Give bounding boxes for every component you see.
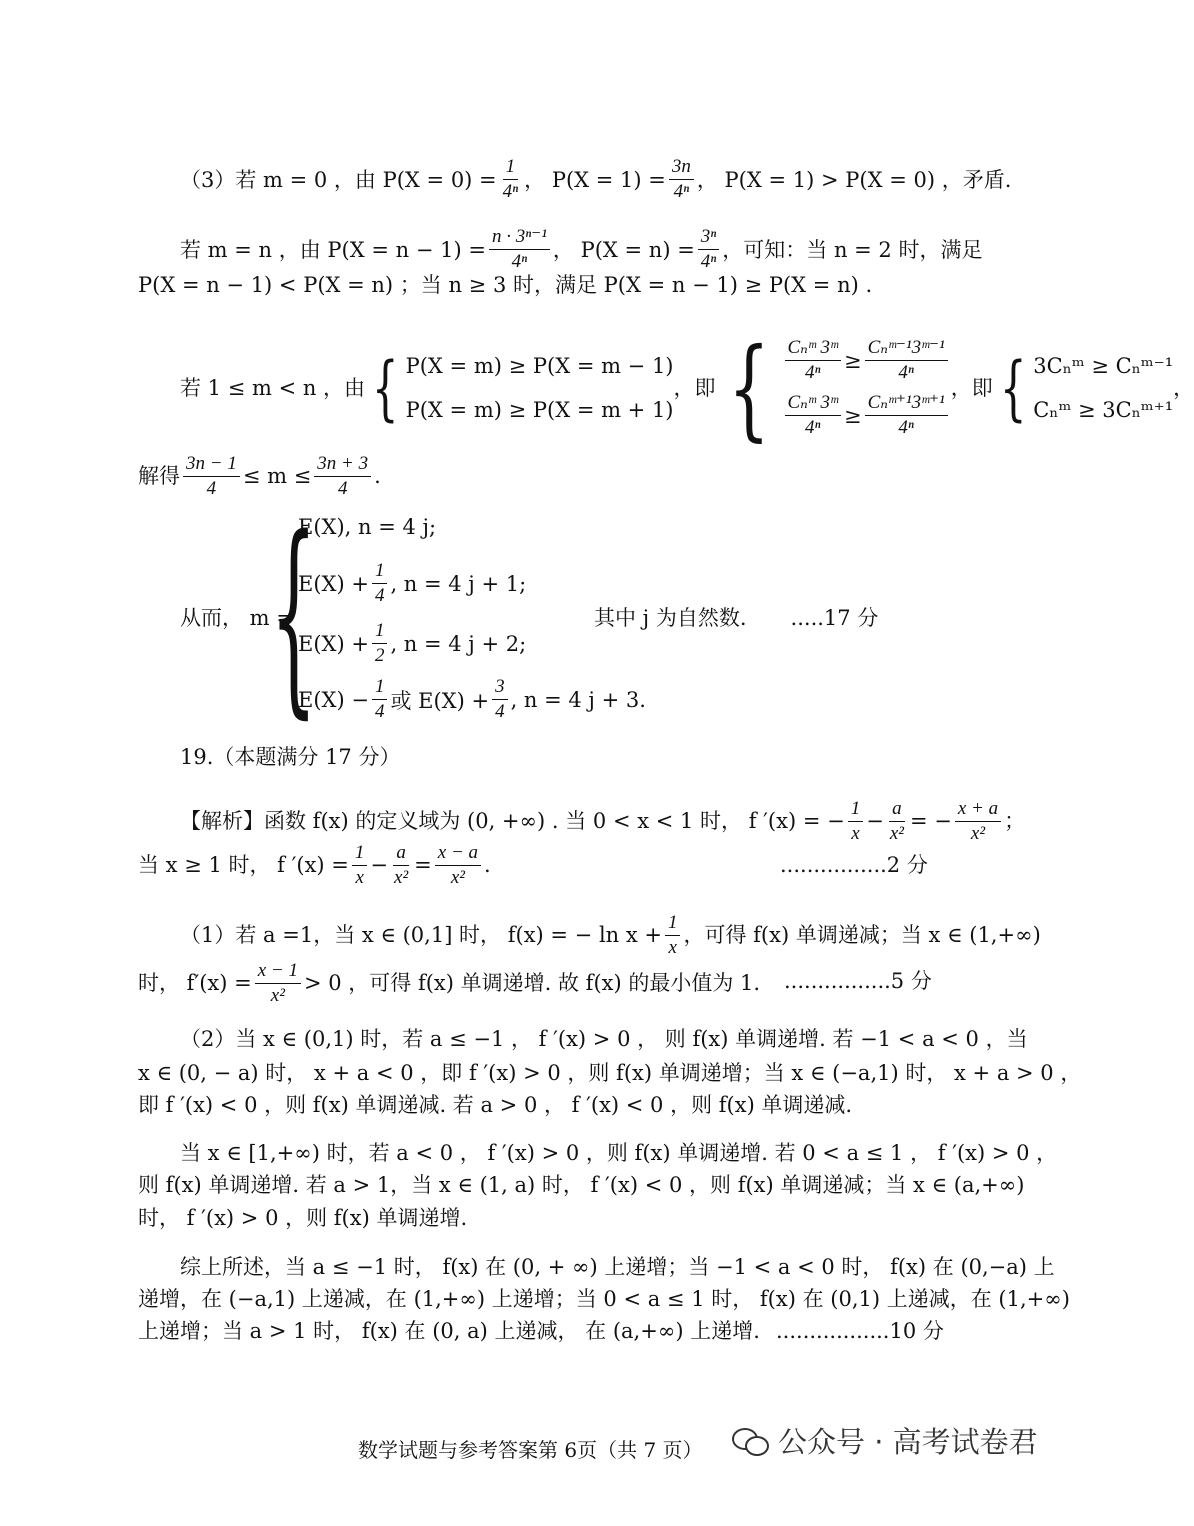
p3-line4 bbox=[180, 324, 1194, 452]
denominator: x² bbox=[970, 822, 986, 844]
text: . bbox=[374, 464, 381, 488]
text: P(X = n − 1) < P(X = n) ；当 n ≥ 3 时，满足 P(X = n − 1) ≥ P(X = n) . bbox=[138, 273, 873, 297]
piecewise-note bbox=[594, 603, 878, 633]
numerator: 3n bbox=[669, 156, 694, 180]
text: ， P(X = n) = bbox=[552, 237, 695, 262]
text: 或 E(X) + bbox=[390, 688, 490, 713]
text: 则 f(x) 单调递增. 若 a > 1，当 x ∈ (1, a) 时， f ′(x) < 0 ，则 f(x) 单调递减；当 x ∈ (a,+∞) bbox=[138, 1173, 1025, 1197]
text: − bbox=[370, 853, 389, 877]
watermark bbox=[732, 1420, 1038, 1461]
p3-line5 bbox=[138, 454, 381, 498]
q19-line-c2 bbox=[138, 1058, 1081, 1088]
text: 综上所述，当 a ≤ −1 时， f(x) 在 (0, + ∞) 上递增；当 −1 < a < 0 时， f(x) 在 (0,−a) 上 bbox=[180, 1255, 1055, 1279]
p3-line3 bbox=[138, 270, 872, 300]
denominator: 2 bbox=[374, 645, 385, 666]
denominator: 4 bbox=[337, 477, 348, 499]
q19-line-e1 bbox=[180, 1252, 1055, 1282]
left-brace: { bbox=[999, 347, 1027, 429]
text: , n = 4 j + 2; bbox=[390, 631, 527, 656]
text: 递增，在 (−a,1) 上递减，在 (1,+∞) 上递增；当 0 < a ≤ 1 时， f(x) 在 (0,1) 上递减，在 (1,+∞) bbox=[138, 1287, 1070, 1311]
denominator: 4ⁿ bbox=[898, 362, 914, 383]
numerator: 3n − 1 bbox=[183, 453, 240, 477]
text: 从而， m = bbox=[180, 606, 294, 630]
numerator: 1 bbox=[372, 620, 388, 644]
case-1 bbox=[298, 515, 436, 539]
text: ，可得 f(x) 单调递减；当 x ∈ (1,+∞) bbox=[683, 923, 1041, 947]
fraction bbox=[372, 620, 388, 667]
q19-title bbox=[180, 742, 400, 772]
q19-line-c3 bbox=[138, 1090, 852, 1120]
big-brace bbox=[270, 492, 318, 737]
q19-line-b1 bbox=[180, 910, 1041, 960]
numerator: 1 bbox=[372, 560, 388, 584]
numerator: 1 bbox=[665, 912, 681, 936]
condition: Cₙᵐ ≥ 3Cₙᵐ⁺¹ bbox=[1033, 398, 1174, 422]
text: > 0 ，可得 f(x) 单调递增. 故 f(x) 的最小值为 1. bbox=[303, 971, 761, 995]
condition: P(X = m) ≥ P(X = m − 1) bbox=[405, 354, 674, 378]
numerator: x + a bbox=[955, 798, 1001, 822]
numerator: 1 bbox=[372, 676, 388, 700]
numerator: 1 bbox=[848, 798, 864, 822]
q19-line-d3 bbox=[138, 1203, 467, 1233]
text: 时， f′(x) = bbox=[138, 971, 252, 995]
inequality-row bbox=[782, 392, 951, 439]
denominator: x² bbox=[889, 822, 904, 844]
denominator: 4ⁿ bbox=[898, 417, 914, 438]
q19-line-e2 bbox=[138, 1284, 1070, 1314]
text: ≥ bbox=[843, 348, 862, 373]
denominator: x² bbox=[270, 984, 285, 1006]
text: E(X) + bbox=[298, 571, 369, 596]
p3-line2 bbox=[180, 226, 982, 273]
left-brace: { bbox=[727, 324, 770, 452]
condition: 3Cₙᵐ ≥ Cₙᵐ⁻¹ bbox=[1033, 354, 1174, 378]
combination-stack bbox=[1033, 344, 1173, 432]
fraction bbox=[314, 453, 371, 500]
left-brace: { bbox=[270, 492, 318, 737]
q19-line-a2 bbox=[138, 840, 491, 890]
fraction bbox=[500, 156, 521, 203]
denominator: x bbox=[851, 822, 860, 844]
numerator: a bbox=[889, 798, 905, 822]
text: 19.（本题满分 17 分） bbox=[180, 745, 401, 769]
text: 其中 j 为自然数. bbox=[594, 606, 747, 630]
text: ， P(X = 1) = bbox=[524, 167, 666, 192]
score: .....17 分 bbox=[790, 606, 879, 630]
text: 若 m = n ，由 P(X = n − 1) = bbox=[180, 237, 486, 262]
text: （2）当 x ∈ (0,1) 时，若 a ≤ −1 ， f ′(x) > 0 ， 则 f(x) 单调递增. 若 −1 < a < 0 ，当 bbox=[180, 1027, 1028, 1051]
denominator: 4ⁿ bbox=[502, 181, 519, 202]
denominator: 4ⁿ bbox=[804, 417, 821, 438]
denominator: 4ⁿ bbox=[673, 181, 690, 202]
fraction bbox=[255, 960, 301, 1007]
fraction bbox=[183, 453, 240, 500]
fraction bbox=[865, 337, 948, 384]
numerator: Cₙᵐ 3ᵐ bbox=[785, 337, 841, 361]
fraction bbox=[489, 226, 550, 273]
denominator: 4 bbox=[374, 585, 385, 606]
case-2 bbox=[298, 560, 526, 607]
q19-line-b2 bbox=[138, 958, 760, 1008]
score-10 bbox=[776, 1316, 944, 1346]
q19-line-d2 bbox=[138, 1170, 1024, 1200]
numerator: 3ⁿ bbox=[698, 226, 719, 250]
denominator: 4ⁿ bbox=[511, 251, 528, 272]
text: 上递增；当 a > 1 时， f(x) 在 (0, a) 上递减， 在 (a,+∞) 上递增. bbox=[138, 1319, 760, 1343]
denominator: 4ⁿ bbox=[804, 362, 821, 383]
text: ，可知：当 n = 2 时，满足 bbox=[722, 237, 983, 262]
p3-line1 bbox=[180, 156, 1011, 203]
text: ， P(X = 1) > P(X = 0) ，矛盾. bbox=[696, 167, 1012, 192]
numerator: x − 1 bbox=[255, 960, 301, 984]
text: ≥ bbox=[843, 403, 862, 428]
case-3 bbox=[298, 620, 526, 667]
fraction bbox=[391, 842, 411, 889]
fraction bbox=[865, 392, 948, 439]
score: .................10 分 bbox=[776, 1319, 944, 1343]
denominator: 4 bbox=[495, 701, 505, 722]
score-5 bbox=[784, 966, 932, 996]
text: = − bbox=[909, 809, 952, 833]
denominator: x bbox=[355, 866, 364, 888]
left-brace: { bbox=[371, 347, 399, 429]
fraction bbox=[669, 156, 694, 203]
text: 时， f ′(x) > 0 ，则 f(x) 单调递增. bbox=[138, 1206, 468, 1230]
denominator: x² bbox=[450, 866, 465, 888]
fraction bbox=[665, 912, 681, 959]
q19-line-a1 bbox=[180, 796, 1025, 846]
numerator: Cₙᵐ 3ᵐ bbox=[785, 392, 841, 416]
text: （3）若 m = 0 ，由 P(X = 0) = bbox=[180, 167, 497, 192]
text: 【解析】函数 f(x) 的定义域为 (0, +∞) . 当 0 < x < 1 时， f ′(x) = − bbox=[180, 809, 845, 833]
inequality-stack bbox=[782, 337, 951, 439]
text: ，即 bbox=[950, 376, 993, 400]
text: （1）若 a =1，当 x ∈ (0,1] 时， f(x) = − ln x + bbox=[180, 923, 662, 947]
text: E(X) − bbox=[298, 687, 369, 712]
numerator: Cₙᵐ⁺¹3ᵐ⁺¹ bbox=[865, 392, 948, 416]
fraction bbox=[887, 798, 907, 845]
fraction bbox=[698, 226, 719, 273]
numerator: 3n + 3 bbox=[314, 453, 371, 477]
score-2 bbox=[780, 850, 928, 880]
score: ................2 分 bbox=[780, 853, 928, 877]
text: , n = 4 j + 1; bbox=[390, 571, 527, 596]
q19-line-c1 bbox=[180, 1024, 1028, 1054]
numerator: 1 bbox=[352, 842, 368, 866]
numerator: x − a bbox=[435, 842, 481, 866]
denominator: x² bbox=[394, 866, 409, 888]
text: 解得 bbox=[138, 464, 180, 488]
numerator: n · 3ⁿ⁻¹ bbox=[489, 226, 550, 250]
watermark-text: 公众号 · 高考试卷君 bbox=[778, 1425, 1038, 1459]
text: 即 f ′(x) < 0 ，则 f(x) 单调递减. 若 a > 0 ， f ′(x) < 0 ，则 f(x) 单调递减. bbox=[138, 1093, 853, 1117]
text: ； bbox=[1004, 809, 1026, 833]
numerator: 3 bbox=[492, 676, 508, 700]
fraction bbox=[492, 676, 508, 723]
score: ................5 分 bbox=[784, 969, 932, 993]
fraction bbox=[352, 842, 368, 889]
text: − bbox=[866, 809, 884, 833]
fraction bbox=[955, 798, 1001, 845]
fraction bbox=[435, 842, 481, 889]
text: 当 x ∈ [1,+∞) 时，若 a < 0 ， f ′(x) > 0 ，则 f(x) 单调递增. 若 0 < a ≤ 1 ， f ′(x) > 0 ， bbox=[180, 1141, 1058, 1165]
numerator: Cₙᵐ⁻¹3ᵐ⁻¹ bbox=[865, 337, 948, 361]
page-footer: 数学试题与参考答案第 6页（共 7 页） bbox=[358, 1438, 703, 1462]
condition: P(X = m) ≥ P(X = m + 1) bbox=[405, 398, 674, 422]
text: E(X), n = 4 j; bbox=[298, 515, 437, 539]
inequality-row bbox=[782, 337, 951, 384]
denominator: 4ⁿ bbox=[700, 251, 717, 272]
denominator: 4 bbox=[206, 477, 217, 499]
numerator: 1 bbox=[503, 156, 519, 180]
fraction bbox=[372, 560, 388, 607]
q19-line-e3 bbox=[138, 1316, 760, 1346]
text: ，即 bbox=[673, 376, 716, 400]
text: 当 x ≥ 1 时， f ′(x) = bbox=[138, 853, 349, 877]
case-4 bbox=[298, 676, 646, 723]
wechat-icon bbox=[732, 1426, 768, 1456]
text: x ∈ (0, − a) 时， x + a < 0 ，即 f ′(x) > 0 ，则 f(x) 单调递增；当 x ∈ (−a,1) 时， x + a > 0 ， bbox=[138, 1061, 1082, 1085]
denominator: x bbox=[668, 936, 677, 958]
text: = bbox=[414, 853, 432, 877]
q19-line-d1 bbox=[180, 1138, 1057, 1168]
fraction bbox=[785, 392, 841, 439]
text: E(X) + bbox=[298, 631, 369, 656]
fraction bbox=[785, 337, 841, 384]
text: , n = 4 j + 3. bbox=[510, 687, 646, 712]
text: ≤ m ≤ bbox=[242, 464, 312, 488]
text: ， bbox=[1173, 376, 1194, 400]
fraction bbox=[848, 798, 864, 845]
denominator: 4 bbox=[374, 701, 385, 722]
text: . bbox=[484, 853, 491, 877]
condition-stack bbox=[406, 344, 674, 432]
fraction bbox=[372, 676, 388, 723]
numerator: a bbox=[393, 842, 409, 866]
text: 若 1 ≤ m < n ，由 bbox=[180, 376, 366, 400]
